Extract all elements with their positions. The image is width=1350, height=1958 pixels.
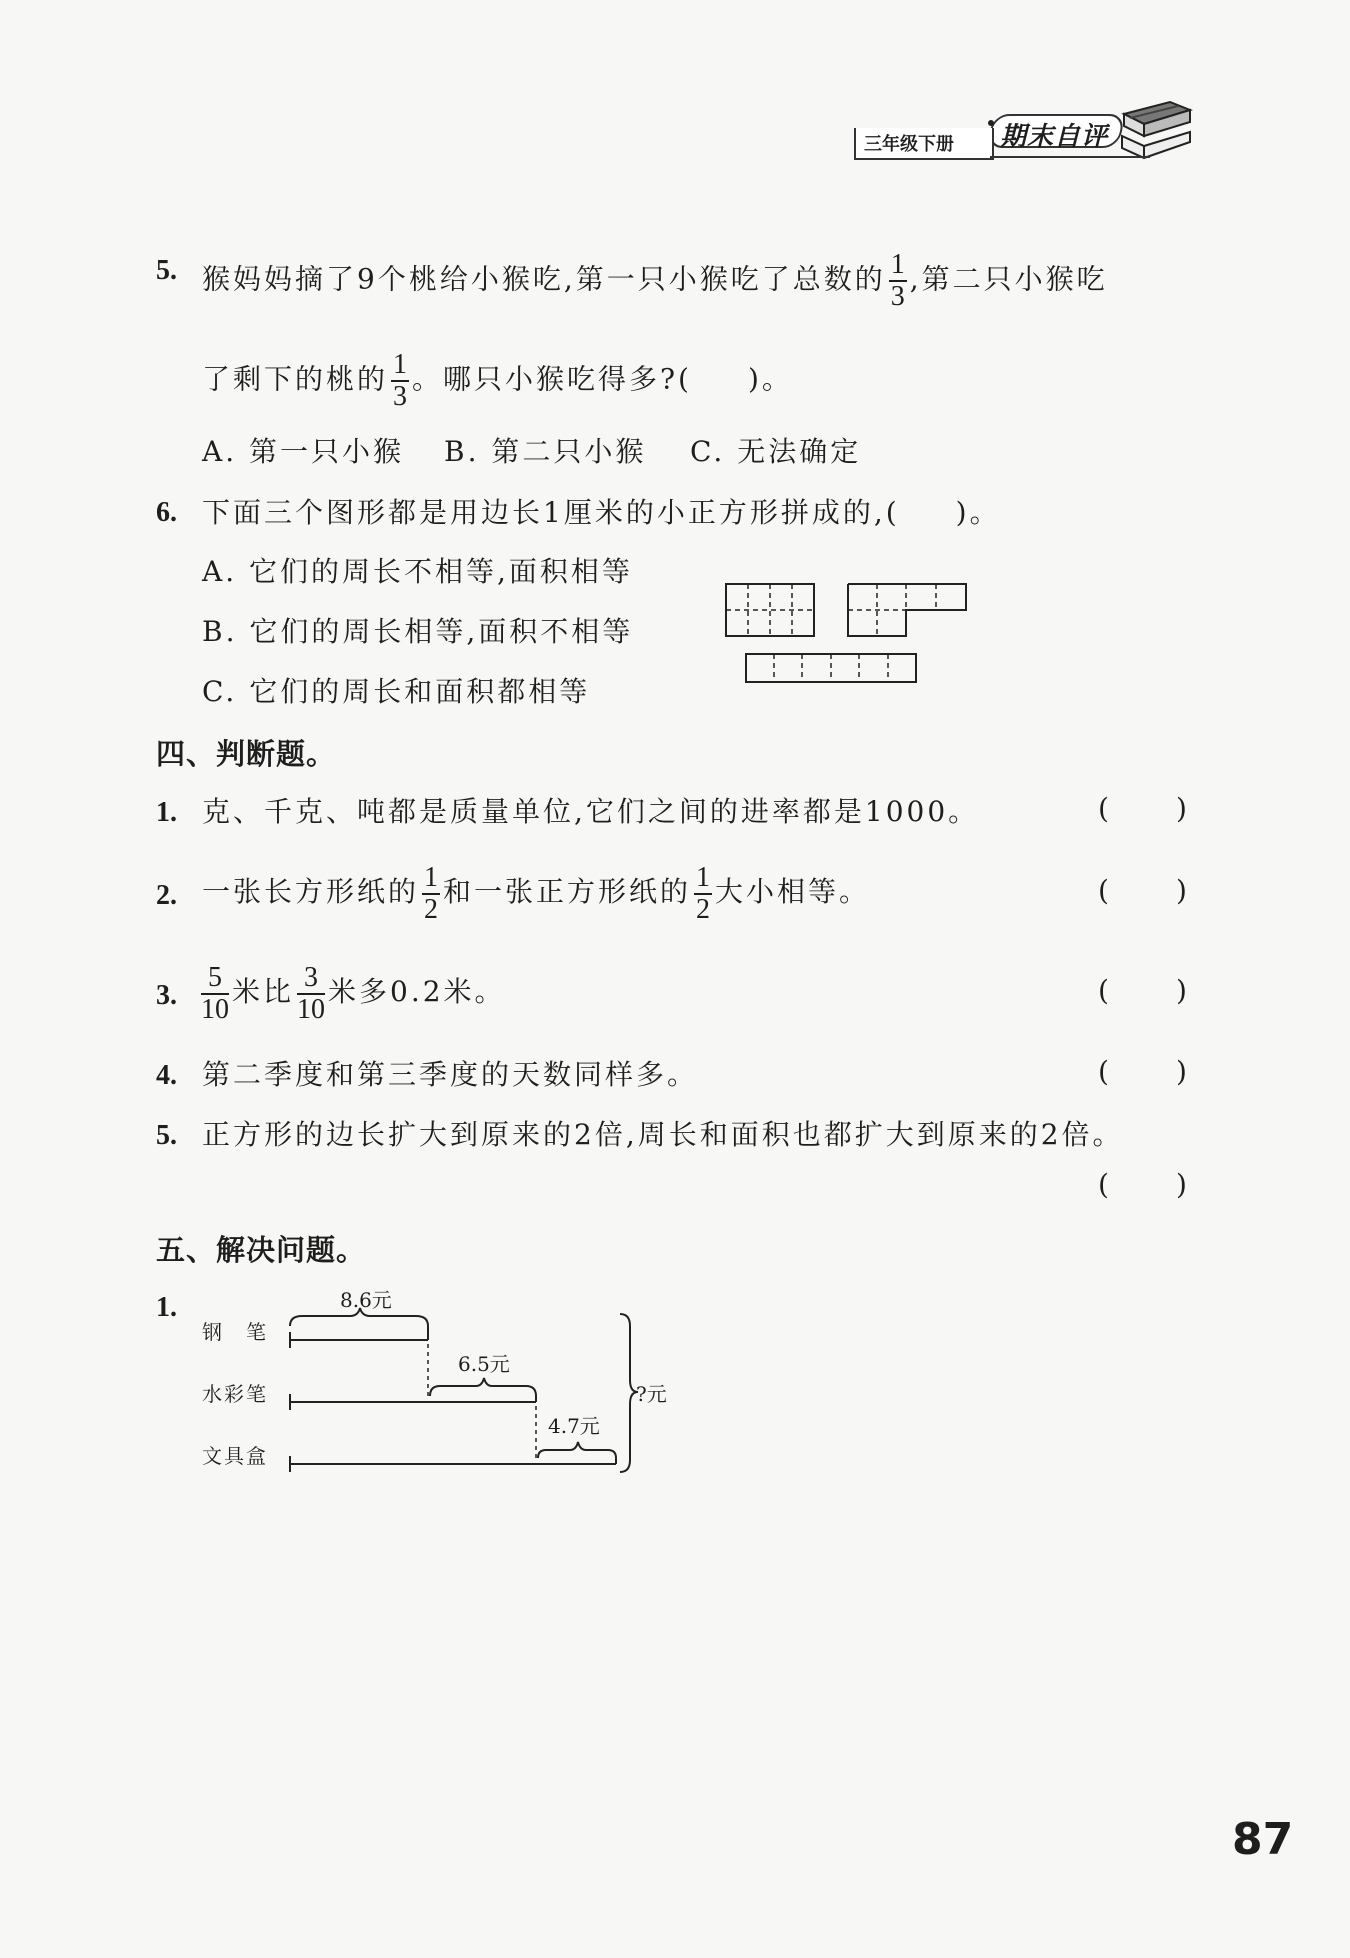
q6-option-a: A. 它们的周长不相等,面积相等: [202, 555, 633, 588]
q6-option-b: B. 它们的周长相等,面积不相等: [202, 615, 634, 648]
fraction: $\frac{1}{3}$: [393, 349, 408, 412]
j5-number: 5.: [156, 1120, 177, 1151]
j1-answer-open: (: [1098, 792, 1109, 825]
j1-answer-close: ): [1176, 792, 1187, 825]
j2-number: 2.: [156, 880, 177, 911]
shape-rectangle-2x4: [726, 584, 814, 636]
j4-text: 第二季度和第三季度的天数同样多。: [202, 1058, 699, 1091]
header-grade: 三年级下册: [864, 134, 954, 155]
j3-answer-open: (: [1098, 974, 1109, 1007]
label-pen: 钢 笔: [202, 1320, 268, 1344]
j3-number: 3.: [156, 980, 177, 1011]
header-dot: [988, 120, 994, 126]
fraction: $\frac{1}{3}$: [890, 249, 905, 312]
q5-number: 5.: [156, 255, 177, 286]
label-pencil-box: 文具盒: [202, 1444, 268, 1468]
value-pencil-box: 4.7元: [548, 1414, 600, 1438]
q5-option-b: B. 第二只小猴: [444, 435, 647, 468]
q5-line1: 猴妈妈摘了9个桃给小猴吃,第一只小猴吃了总数的 $\frac{1}{3}$ ,第二只小猴吃: [202, 249, 1108, 312]
j5-answer-open: (: [1098, 1168, 1109, 1201]
q6-question: 下面三个图形都是用边长1厘米的小正方形拼成的,( )。: [202, 496, 1001, 529]
j2-answer-open: (: [1098, 874, 1109, 907]
section-5-title: 五、解决问题。: [156, 1233, 367, 1267]
brace-total: [620, 1314, 638, 1472]
j1-text: 克、千克、吨都是质量单位,它们之间的进率都是1000。: [202, 795, 980, 828]
header-underline: [990, 156, 1150, 158]
fraction: $\frac{1}{2}$: [424, 861, 439, 925]
q6-number: 6.: [156, 497, 177, 528]
value-pen: 8.6元: [340, 1288, 392, 1312]
j3-answer-close: ): [1176, 974, 1187, 1007]
shape-l-form: [848, 584, 966, 636]
q6-option-c: C. 它们的周长和面积都相等: [202, 675, 591, 708]
j3-text: $\frac{5}{10}$ 米比 $\frac{3}{10}$ 米多0.2米。: [201, 961, 506, 1025]
line-segment-diagram: [280, 1300, 640, 1475]
j4-number: 4.: [156, 1060, 177, 1091]
j2-answer-close: ): [1176, 874, 1187, 907]
header-title: 期末自评: [1000, 122, 1109, 152]
header-grade-box: [854, 128, 994, 160]
j4-answer-close: ): [1176, 1055, 1187, 1088]
fraction: $\frac{5}{10}$: [201, 961, 229, 1025]
label-watercolor-pen: 水彩笔: [202, 1382, 268, 1406]
fraction: $\frac{3}{10}$: [297, 961, 326, 1025]
page-number: 87: [1232, 1814, 1294, 1865]
brace-pen: [290, 1308, 428, 1326]
j1-number: 1.: [156, 797, 177, 828]
brace-pencil-box: [538, 1442, 616, 1458]
value-watercolor: 6.5元: [458, 1352, 510, 1376]
q5-option-a: A. 第一只小猴: [202, 435, 405, 468]
fraction: $\frac{1}{2}$: [696, 861, 711, 925]
q6-shapes-figure: [720, 578, 972, 690]
brace-watercolor: [430, 1378, 536, 1396]
section-4-title: 四、判断题。: [156, 737, 337, 771]
value-total: ?元: [636, 1382, 667, 1406]
j2-text: 一张长方形纸的 $\frac{1}{2}$ 和一张正方形纸的 $\frac{1}{2}$ 大小相等。: [202, 861, 871, 925]
p1-number: 1.: [156, 1292, 177, 1323]
q5-line2: 了剩下的桃的 $\frac{1}{3}$ 。哪只小猴吃得多?( )。: [202, 349, 793, 412]
shape-strip-1x6: [746, 654, 916, 682]
j5-answer-close: ): [1176, 1168, 1187, 1201]
q5-option-c: C. 无法确定: [690, 435, 862, 468]
j5-text: 正方形的边长扩大到原来的2倍,周长和面积也都扩大到原来的2倍。: [202, 1118, 1124, 1151]
header-title-banner: [990, 110, 1118, 150]
j4-answer-open: (: [1098, 1055, 1109, 1088]
